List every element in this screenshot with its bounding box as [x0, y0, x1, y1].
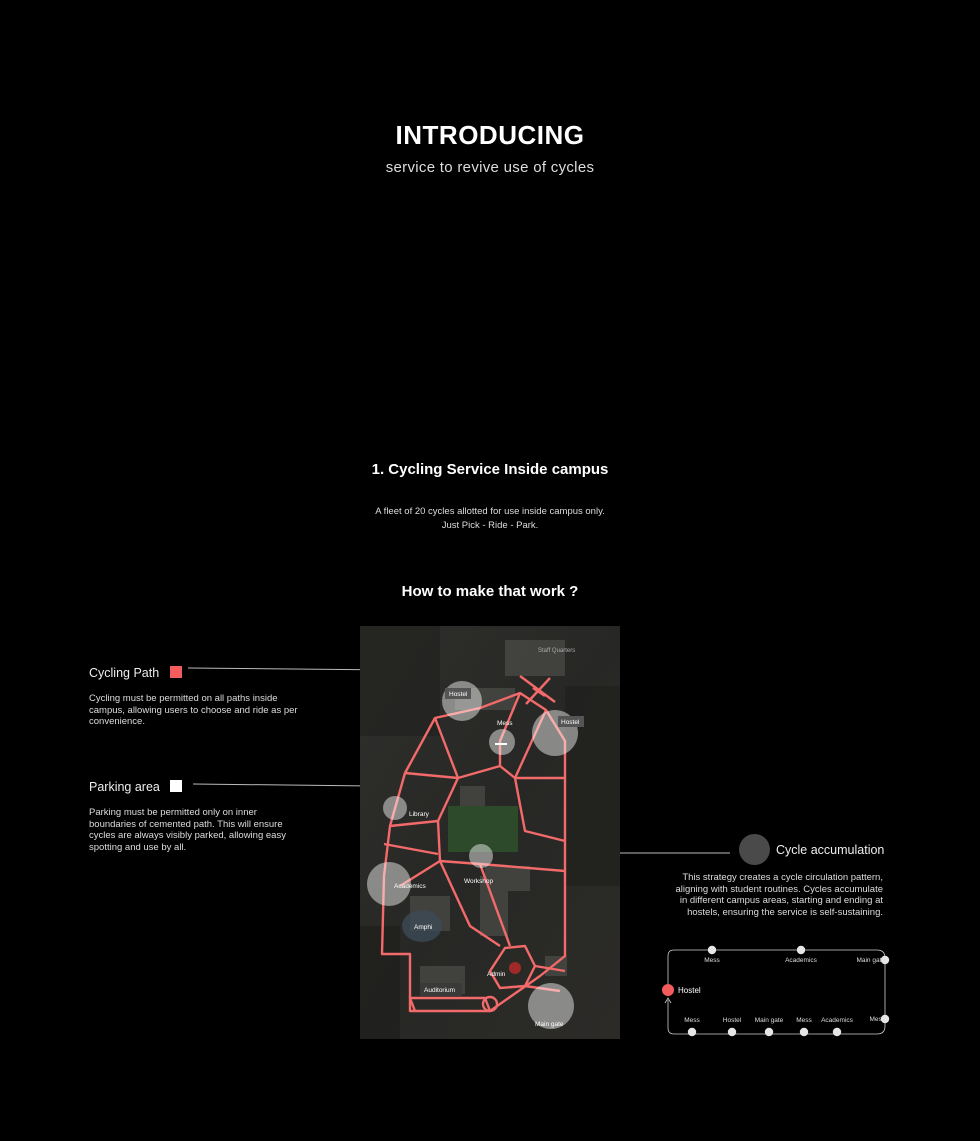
top-stop-label: Academics: [785, 957, 817, 964]
circulation-flow-diagram: [655, 940, 900, 1040]
cycling-path-desc-line: Cycling must be permitted on all paths inside: [89, 693, 278, 704]
flow-start-dot: [662, 984, 674, 996]
flow-bottom-row: [684, 1015, 889, 1036]
parking-area-desc-line: cycles are always visibly parked, allowing easy: [89, 830, 286, 841]
bottom-stop-label: Mess: [684, 1017, 700, 1024]
top-stop-dot: [708, 946, 716, 954]
bottom-stop-label: Mess: [869, 1016, 885, 1023]
bottom-stop-dot: [728, 1028, 736, 1036]
map-label-hostel-left: Hostel: [449, 691, 468, 698]
page-subtitle: service to revive use of cycles: [385, 159, 595, 176]
parking-area-desc-line: boundaries of cemented path. This will ensure: [89, 818, 283, 830]
cycle-accumulation-title: Cycle accumulation: [776, 843, 885, 857]
bottom-stop-label: Mess: [796, 1017, 812, 1024]
map-label-mess: Mess: [497, 720, 513, 727]
library-circle: [383, 796, 407, 820]
section-desc-line: A fleet of 20 cycles allotted for use inside campus only.: [375, 506, 605, 517]
flow-start-label: Hostel: [678, 986, 701, 995]
bottom-stop-dot: [765, 1028, 773, 1036]
mess-circle: [489, 729, 515, 755]
workshop-circle: [469, 844, 493, 868]
cycling-path-desc-line: campus, allowing users to choose and ride as per: [89, 704, 298, 716]
how-title: How to make that work ?: [401, 583, 579, 600]
bottom-stop-label: Academics: [821, 1017, 853, 1024]
campus-map: [360, 626, 620, 1039]
hostel-left-circle: [442, 681, 482, 721]
accumulation-desc-line: in different campus areas, starting and ending at: [679, 895, 883, 906]
top-stop-label: Mess: [704, 957, 720, 964]
cycling-path-title: Cycling Path: [89, 666, 160, 680]
cycling-path-desc-line: convenience.: [89, 716, 145, 727]
bottom-stop-label: Main gate: [754, 1017, 784, 1024]
parking-area-desc-line: spotting and use by all.: [89, 841, 187, 853]
parking-area-title: Parking area: [89, 780, 160, 794]
map-label-amphi: Amphi: [414, 924, 433, 931]
map-label-main-gate: Main gate: [535, 1021, 564, 1028]
map-label-hostel-right: Hostel: [561, 719, 580, 726]
section-desc-line: Just Pick - Ride - Park.: [441, 520, 539, 531]
top-stop-dot: [797, 946, 805, 954]
bottom-stop-dot: [800, 1028, 808, 1036]
location-pin-icon: [509, 962, 521, 974]
section-title: 1. Cycling Service Inside campus: [371, 461, 609, 478]
flow-top-row: [704, 946, 889, 964]
top-stop-label: Main gate: [856, 957, 885, 964]
map-label-workshop: Workshop: [464, 878, 494, 885]
accumulation-desc-line: aligning with student routines. Cycles accumulate: [675, 883, 883, 895]
parking-area-desc-line: Parking must be permitted only on inner: [89, 807, 257, 818]
map-label-auditorium: Auditorium: [424, 987, 456, 994]
map-label-admin: Admin: [487, 971, 506, 978]
accumulation-desc-line: This strategy creates a cycle circulation pattern,: [682, 872, 883, 883]
page-title: INTRODUCING: [395, 120, 585, 150]
accumulation-desc-line: hostels, ensuring the service is self-sustaining.: [687, 906, 883, 918]
map-label-academics: Academics: [394, 883, 426, 890]
bottom-stop-dot: [833, 1028, 841, 1036]
map-label-library: Library: [409, 811, 429, 818]
bottom-stop-dot: [688, 1028, 696, 1036]
bottom-stop-label: Hostel: [722, 1017, 742, 1024]
parking-area-pointer-line: [193, 784, 372, 786]
map-label-staff-quarters: Staff Quarters: [538, 648, 576, 654]
